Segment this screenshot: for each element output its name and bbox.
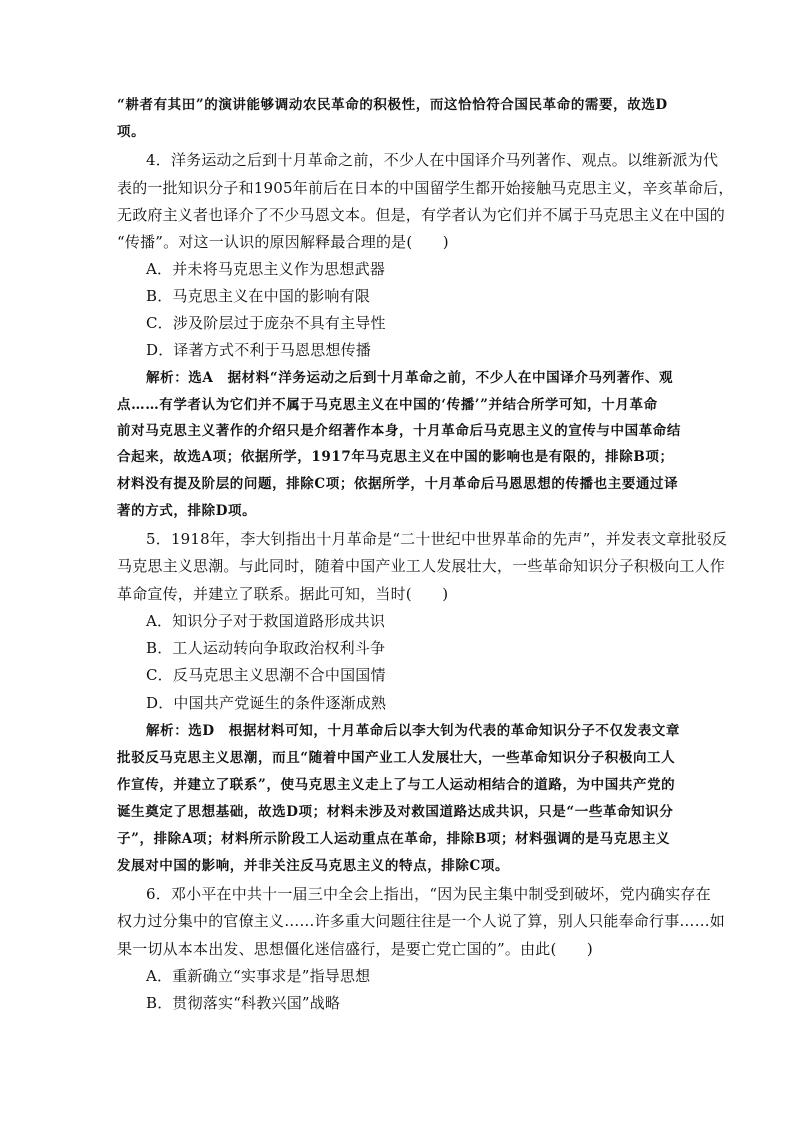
question-4-option-c: C．涉及阶层过于庞杂不具有主导性 bbox=[146, 314, 386, 332]
question-5-option-d: D．中国共产党诞生的条件逐渐成熟 bbox=[146, 694, 387, 712]
question-4-stem-line-3: 无政府主义者也译介了不少马恩文本。但是，有学者认为它们并不属于马克思主义在中国的 bbox=[117, 206, 726, 224]
question-4-stem-line-2: 表的一批知识分子和1905年前后在日本的中国留学生都开始接触马克思主义，辛亥革命后， bbox=[117, 179, 734, 197]
question-6-option-b: B．贯彻落实“科教兴国”战略 bbox=[146, 994, 341, 1012]
question-4-stem-line-1: 4．洋务运动之后到十月革命之前，不少人在中国译介马列著作、观点。以维新派为代 bbox=[146, 151, 719, 169]
explanation-5-line-5: 子”，排除A项；材料所示阶段工人运动重点在革命，排除B项；材料强调的是马克思主义 bbox=[117, 831, 671, 847]
question-5-stem-line-3: 革命宣传，并建立了联系。据此可知，当时( ) bbox=[117, 585, 449, 603]
question-5-option-b: B．工人运动转向争取政治权利斗争 bbox=[146, 639, 386, 657]
explanation-5-line-4: 诞生奠定了思想基础，故选D项；材料未涉及对救国道路达成共识，只是“一些革命知识分 bbox=[117, 804, 674, 820]
question-6-stem-line-1: 6．邓小平在中共十一届三中全会上指出，“因为民主集中制受到破坏，党内确实存在 bbox=[146, 885, 711, 903]
explanation-4-line-5: 材料没有提及阶层的问题，排除C项；依据所学，十月革命后马恩思想的传播也主要通过译 bbox=[117, 476, 679, 492]
question-6-option-a: A．重新确立“实事求是”指导思想 bbox=[146, 967, 371, 985]
question-6-stem-line-3: 果一切从本本出发、思想僵化迷信盛行，是要亡党亡国的”。由此( ) bbox=[117, 940, 593, 958]
question-4-option-b: B．马克思主义在中国的影响有限 bbox=[146, 287, 371, 305]
question-4-stem-line-4: “传播”。对这一认识的原因解释最合理的是( ) bbox=[117, 233, 449, 251]
question-4-option-d: D．译著方式不利于马恩思想传播 bbox=[146, 341, 372, 359]
explanation-4-line-6: 著的方式，排除D项。 bbox=[117, 503, 257, 519]
explanation-4-line-2: 点……有学者认为它们并不属于马克思主义在中国的‘传播’”并结合所学可知，十月革命 bbox=[117, 397, 658, 413]
question-5-option-c: C．反马克思主义思潮不合中国国情 bbox=[146, 666, 386, 684]
explanation-4-line-3: 前对马克思主义著作的介绍只是介绍著作本身，十月革命后马克思主义的宣传与中国革命结 bbox=[117, 423, 681, 439]
explanation-5-line-2: 批驳反马克思主义思潮，而且“随着中国产业工人发展壮大，一些革命知识分子积极向工人 bbox=[117, 750, 676, 766]
explanation-5-line-3: 作宣传，并建立了联系”，使马克思主义走上了与工人运动相结合的道路，为中国共产党的 bbox=[117, 777, 676, 793]
explanation-5-line-1: 解析：选D 根据材料可知，十月革命后以李大钊为代表的革命知识分子不仅发表文章 bbox=[146, 723, 681, 739]
explanation-3-line-3: 项。 bbox=[117, 124, 146, 140]
question-4-option-a: A．并未将马克思主义作为思想武器 bbox=[146, 260, 386, 278]
question-5-stem-line-1: 5．1918年，李大钊指出十月革命是“二十世纪中世界革命的先声”，并发表文章批驳反 bbox=[146, 530, 728, 548]
explanation-4-line-1: 解析：选A 据材料“洋务运动之后到十月革命之前，不少人在中国译介马列著作、观 bbox=[146, 370, 674, 386]
question-5-option-a: A．知识分子对于救国道路形成共识 bbox=[146, 612, 386, 630]
explanation-5-line-6: 发展对中国的影响，并非关注反马克思主义的特点，排除C项。 bbox=[117, 858, 510, 874]
explanation-4-line-4: 合起来，故选A项；依据所学，1917年马克思主义在中国的影响也是有限的，排除B项； bbox=[117, 449, 674, 465]
question-5-stem-line-2: 马克思主义思潮。与此同时，随着中国产业工人发展壮大，一些革命知识分子积极向工人作 bbox=[117, 557, 726, 575]
explanation-3-line-2: “耕者有其田”的演讲能够调动农民革命的积极性，而这恰恰符合国民革命的需要，故选D bbox=[117, 97, 668, 113]
question-6-stem-line-2: 权力过分集中的官僚主义……许多重大问题往往是一个人说了算，别人只能奉命行事……如 bbox=[117, 912, 726, 930]
